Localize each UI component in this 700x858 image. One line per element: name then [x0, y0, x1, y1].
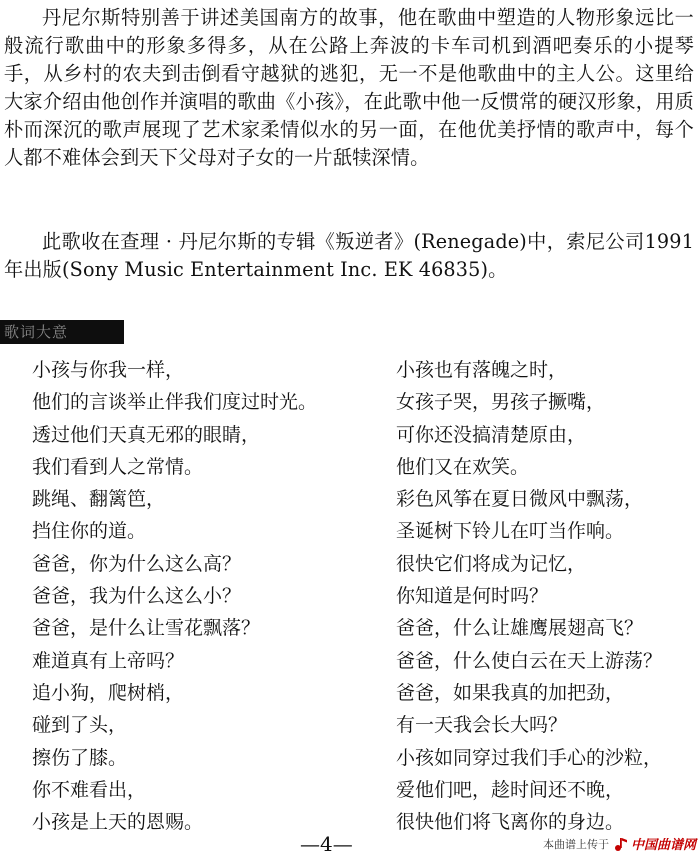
lyric-line: 爸爸，我为什么这么小？	[32, 585, 242, 608]
lyric-line: 女孩子哭，男孩子撅嘴，	[396, 391, 606, 414]
lyric-line: 爸爸，如果我真的加把劲，	[396, 681, 625, 704]
lyric-line: 透过他们天真无邪的眼睛，	[32, 423, 261, 446]
site-watermark[interactable]	[543, 834, 696, 853]
lyric-line: 难道真有上帝吗？	[32, 649, 185, 672]
lyric-line: 你不难看出，	[32, 778, 147, 801]
site-brand: 中国曲谱网	[630, 838, 696, 853]
lyric-line: 圣诞树下铃儿在叮当作响。	[396, 520, 625, 543]
lyric-line: 我们看到人之常情。	[32, 455, 204, 478]
lyric-line: 有一天我会长大吗？	[396, 714, 568, 737]
lyric-line: 挡住你的道。	[32, 520, 147, 543]
lyric-line: 爱他们吧，趁时间还不晚，	[396, 778, 625, 801]
lyric-line: 爸爸，什么使白云在天上游荡？	[396, 649, 663, 672]
lyric-line: 爸爸，什么让雄鹰展翅高飞？	[396, 617, 644, 640]
lyric-line: 小孩是上天的恩赐。	[32, 811, 204, 834]
lyric-line: 爸爸，是什么让雪花飘落？	[32, 617, 261, 640]
intro-paragraph-2: 此歌收在查理 · 丹尼尔斯的专辑《叛逆者》(Renegade)中，索尼公司1991年出版(Sony Music Entertainment Inc. EK 46835)。	[4, 230, 694, 281]
upload-text: 本曲谱上传于	[542, 837, 609, 851]
lyric-line: 他们又在欢笑。	[396, 455, 530, 478]
lyric-line: 可你还没搞清楚原由，	[396, 423, 587, 446]
lyric-line: 彩色风筝在夏日微风中飘荡，	[396, 488, 644, 511]
lyric-line: 跳绳、翻篱笆，	[32, 488, 166, 511]
lyric-line: 你知道是何时吗？	[396, 585, 549, 608]
lyric-line: 小孩也有落魄之时，	[396, 359, 568, 381]
lyric-line: 小孩与你我一样，	[32, 359, 185, 381]
music-note-icon	[613, 836, 629, 852]
lyric-line: 碰到了头，	[32, 714, 128, 737]
lyrics-section-label: 歌词大意	[0, 320, 124, 344]
lyrics-left-column	[32, 354, 382, 838]
lyric-line: 他们的言谈举止伴我们度过时光。	[32, 391, 318, 414]
page-number: —4—	[300, 832, 353, 856]
lyrics-right-column	[396, 354, 696, 838]
lyric-line: 很快他们将飞离你的身边。	[396, 811, 625, 834]
lyric-line: 很快它们将成为记忆，	[396, 552, 587, 575]
lyric-line: 擦伤了膝。	[32, 746, 128, 769]
lyric-line: 爸爸，你为什么这么高？	[32, 552, 242, 575]
lyric-line: 小孩如同穿过我们手心的沙粒，	[396, 746, 663, 769]
lyric-line: 追小狗，爬树梢，	[32, 681, 185, 704]
intro-paragraph-1: 丹尼尔斯特别善于讲述美国南方的故事，他在歌曲中塑造的人物形象远比一般流行歌曲中的形象多得多，从在公路上奔波的卡车司机到酒吧奏乐的小提琴手，从乡村的农夫到击倒看守越狱的逃犯，无一不是他歌曲中的主人公。这里给大家介绍由他创作并演唱的歌曲《小孩》，在此歌中他一反惯常的硬汉形象，用质朴而深沉的歌声展现了艺术家柔情似水的另一面，在他优美抒情的歌声中，每个人都不难体会到天下父母对子女的一片舐犊深情。	[4, 6, 694, 169]
